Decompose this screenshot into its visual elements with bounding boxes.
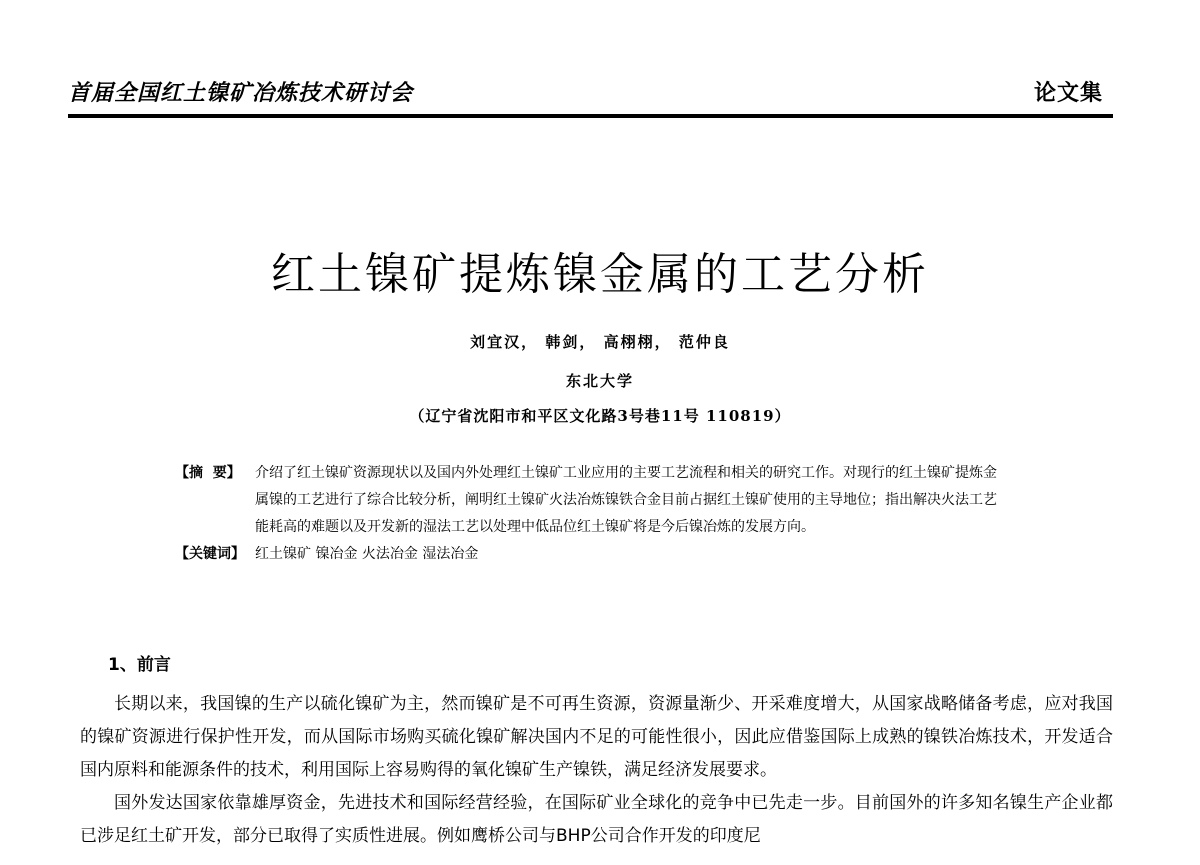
- section-body: [80, 688, 1113, 853]
- keywords-row: [175, 541, 1005, 568]
- paragraph: 长期以来，我国镍的生产以硫化镍矿为主，然而镍矿是不可再生资源，资源量渐少、开采难度增大，从国家战略储备考虑，应对我国的镍矿资源进行保护性开发，而从国际市场购买硫化镍矿解决国内不足的可能性很小，因此应借鉴国际上成熟的镍铁冶炼技术，开发适合国内原料和能源条件的技术，利用国际上容易购得的氧化镍矿生产镍铁，满足经济发展要求。: [80, 694, 1113, 780]
- authors: 刘宜汉， 韩剑， 高栩栩， 范仲良: [470, 333, 730, 351]
- abstract-text: 介绍了红土镍矿资源现状以及国内外处理红土镍矿工业应用的主要工艺流程和相关的研究工作。对现行的红土镍矿提炼金属镍的工艺进行了综合比较分析，阐明红土镍矿火法冶炼镍铁合金目前占据红土镍矿使用的主导地位；指出解决火法工艺能耗高的难题以及开发新的湿法工艺以处理中低品位红土镍矿将是今后镍冶炼的发展方向。: [255, 465, 997, 535]
- abstract-row: [175, 460, 1005, 541]
- keywords-label: 【关键词】: [175, 546, 245, 562]
- keywords-text: 红土镍矿 镍冶金 火法冶金 湿法冶金: [255, 546, 479, 562]
- paragraph: 国外发达国家依靠雄厚资金，先进技术和国际经营经验，在国际矿业全球化的竞争中已先走一步。目前国外的许多知名镍生产企业都已涉足红土矿开发，部分已取得了实质性进展。例如鹰桥公司与BHP公司合作开发的印度尼: [80, 793, 1113, 846]
- conference-name: 首届全国红土镍矿冶炼技术研讨会: [68, 81, 414, 106]
- affiliation: 东北大学: [565, 372, 634, 390]
- collection-label: 论文集: [1033, 81, 1103, 106]
- paper-title: 红土镍矿提炼镍金属的工艺分析: [271, 249, 929, 300]
- section-title: 1、前言: [108, 655, 171, 675]
- abstract-block: [175, 460, 1005, 568]
- running-header: [68, 70, 1113, 114]
- address: （辽宁省沈阳市和平区文化路3号巷11号 110819）: [409, 407, 791, 425]
- abstract-label: 【摘 要】: [175, 465, 241, 481]
- header-rule: [68, 114, 1113, 118]
